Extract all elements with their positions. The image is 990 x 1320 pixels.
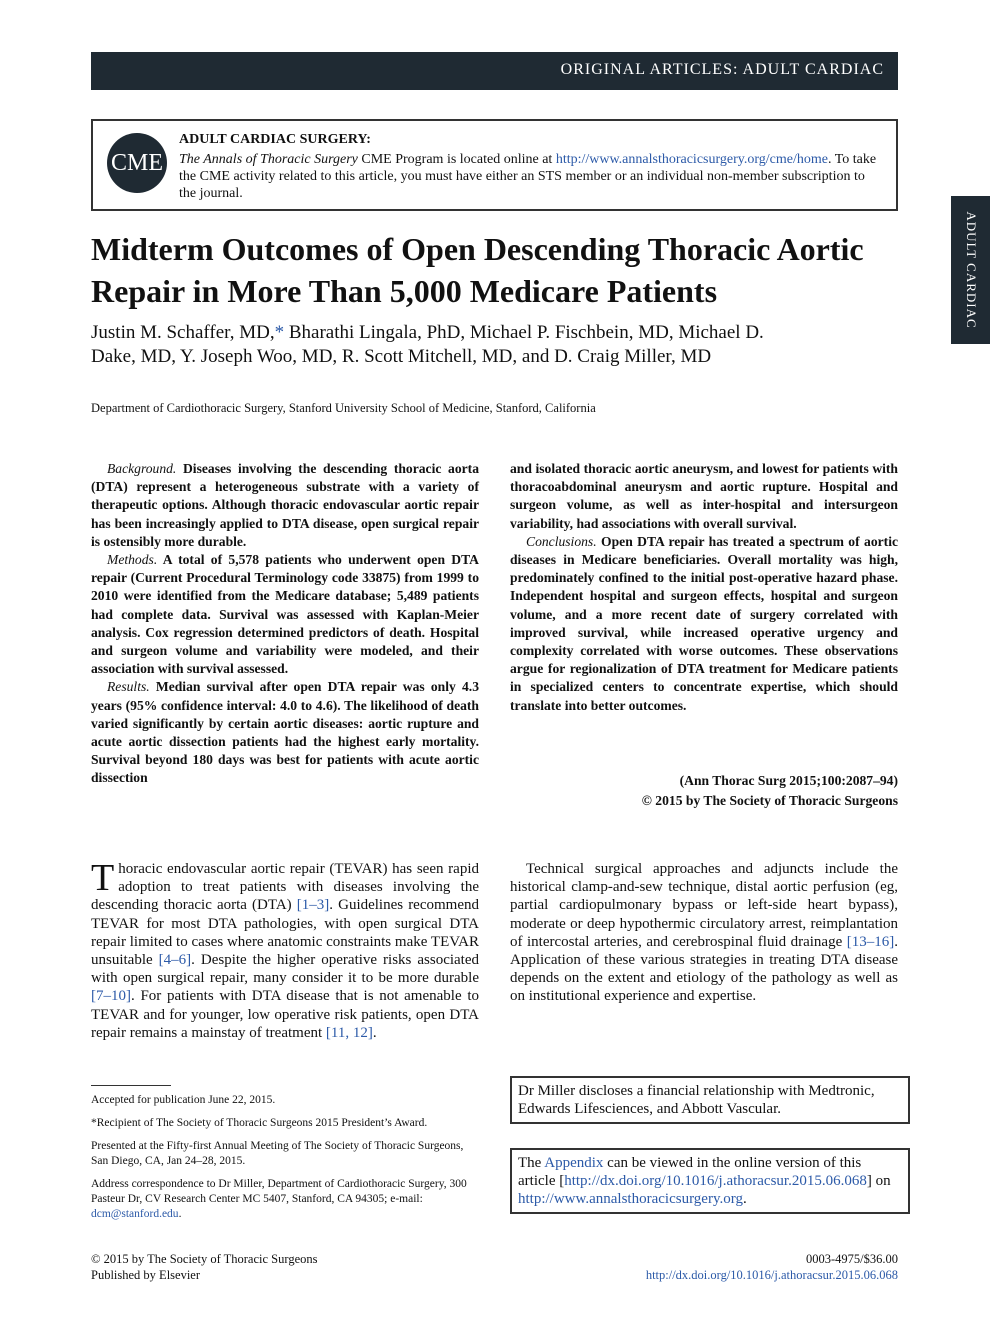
ref-link-5[interactable]: [13–16] bbox=[846, 933, 895, 950]
cme-box bbox=[91, 119, 898, 211]
footer-copyright: © 2015 by The Society of Thoracic Surgeons bbox=[91, 1252, 318, 1266]
cme-text-1: CME Program is located online at bbox=[357, 152, 556, 167]
appendix-text-1: The bbox=[518, 1155, 545, 1171]
results-text: Median survival after open DTA repair was only 4.3 years (95% confidence interval: 4.0 to 4.6). The likelihood of death varied significantly by certain aortic diseases: aortic rupture and acute aortic dissection patients had the highest early mortality. Survival beyond 180 days was best for patients with acute aortic dissection bbox=[91, 679, 479, 786]
footnotes bbox=[91, 1093, 479, 1230]
citation-block bbox=[510, 771, 898, 811]
footer-right bbox=[646, 1251, 898, 1283]
department: Department of Cardiothoracic Surgery, Stanford University School of Medicine, Stanford, California bbox=[91, 401, 596, 415]
address-end: . bbox=[178, 1208, 182, 1220]
other-authors: Bharathi Lingala, PhD, Michael P. Fischbein, MD, Michael D. Dake, MD, Y. Joseph Woo, MD, R. Scott Mitchell, MD, and D. Craig Miller, MD bbox=[91, 322, 764, 367]
p1-text-e: . bbox=[372, 1024, 377, 1041]
address-text: Address correspondence to Dr Miller, Department of Cardiothoracic Surgery, 300 Pasteur Dr, CV Research Center MC 5407, Stanford, CA 94305; e-mail: bbox=[91, 1178, 467, 1205]
cme-link[interactable]: http://www.annalsthoracicsurgery.org/cme/home bbox=[555, 152, 828, 167]
cme-logo-text: CME bbox=[110, 149, 163, 176]
appendix-text-2: can be viewed in the online version of this article [ bbox=[518, 1155, 862, 1189]
ref-link-1[interactable]: [1–3] bbox=[296, 897, 330, 914]
abstract-results-cont: and isolated thoracic aortic aneurysm, and lowest for patients with thoracoabdominal aneurysm and aortic rupture. Hospital and surgeon volume, as well as inter-hospital and intersurgeon variability, had associations with overall survival. bbox=[510, 461, 898, 531]
appendix-text-3: ] on bbox=[866, 1173, 891, 1189]
side-tab bbox=[951, 196, 990, 344]
p1-text-d: . For patients with DTA disease that is not amenable to TEVAR and for younger, low operative risk patients, open DTA repair remains a mainstay of treatment bbox=[91, 988, 479, 1041]
abstract-right-column bbox=[510, 460, 898, 715]
results-label: Results. bbox=[107, 679, 150, 695]
citation: (Ann Thorac Surg 2015;100:2087–94) bbox=[679, 773, 898, 788]
appendix-doi-link[interactable]: http://dx.doi.org/10.1016/j.athoracsur.2015.06.068 bbox=[564, 1173, 867, 1189]
first-author: Justin M. Schaffer, MD, bbox=[91, 322, 275, 343]
abstract-copyright: © 2015 by The Society of Thoracic Surgeons bbox=[641, 793, 898, 808]
author-footnote-link[interactable]: * bbox=[274, 322, 285, 343]
author-list bbox=[91, 321, 811, 369]
section-label: ORIGINAL ARTICLES: ADULT CARDIAC bbox=[560, 61, 884, 78]
cme-logo-icon bbox=[107, 133, 167, 193]
footnote-address bbox=[91, 1177, 479, 1222]
body-left-column bbox=[91, 857, 480, 1042]
side-tab-label: ADULT CARDIAC bbox=[963, 211, 979, 329]
methods-label: Methods. bbox=[107, 552, 158, 568]
abstract-results bbox=[91, 678, 479, 787]
ref-link-4[interactable]: [11, 12] bbox=[325, 1024, 373, 1041]
cme-heading: ADULT CARDIAC SURGERY: bbox=[179, 132, 371, 147]
cme-text bbox=[179, 151, 879, 202]
footnote-accepted: Accepted for publication June 22, 2015. bbox=[91, 1094, 276, 1106]
footnote-award: *Recipient of The Society of Thoracic Surgeons 2015 President’s Award. bbox=[91, 1117, 428, 1129]
drop-cap: T bbox=[91, 857, 115, 899]
section-header-bar bbox=[91, 52, 898, 90]
abstract-methods bbox=[91, 551, 479, 678]
disclosure-text: Dr Miller discloses a financial relationship with Medtronic, Edwards Lifesciences, and Abbott Vascular. bbox=[518, 1083, 875, 1117]
background-text: Diseases involving the descending thoracic aorta (DTA) represent a heterogeneous substrate with a variety of therapeutic options. Although thoracic endovascular aortic repair has been increasingly applied to DTA disease, open surgical repair is ostensibly more durable. bbox=[91, 461, 479, 549]
p1-text-b: . Guidelines recommend TEVAR for most DTA pathologies, with open surgical DTA repair limited to cases where anatomic constraints make TEVAR unsuitable bbox=[91, 897, 479, 969]
methods-text: A total of 5,578 patients who underwent open DTA repair (Current Procedural Terminology code 33875) from 1999 to 2010 were identified from the Medicare database; 5,489 patients had complete data. Survival was assessed with Kaplan-Meier analysis. Cox regression determined predictors of death. Hospital and surgeon volume and variability were modeled, and their association with survival assessed. bbox=[91, 552, 479, 677]
techniques-paragraph bbox=[510, 860, 898, 1006]
appendix-box bbox=[510, 1148, 910, 1214]
abstract-left-column bbox=[91, 460, 479, 788]
background-label: Background. bbox=[107, 461, 177, 476]
cme-text-2: . To take the CME activity related to this article, you must have either an STS member or an individual non-member subscription to the journal. bbox=[179, 152, 877, 201]
cme-journal: The Annals of Thoracic Surgery bbox=[179, 152, 358, 167]
disclosure-box bbox=[510, 1076, 910, 1124]
conclusions-text: Open DTA repair has treated a spectrum of aortic diseases in Medicare beneficiaries. Overall mortality was high, predominately confined to the initial post-operative hazard phase. Independent hospital and surgeon effects, hospital and surgeon volume, and a more recent date of surgery correlated with improved survival, while increased operative urgency and complexity correlated with worse outcomes. These observations argue for regionalization of DTA treatment for Medicare patients in specialized centers to concentrate expertise, which should translate into better outcomes. bbox=[510, 533, 898, 713]
footer-issn: 0003-4975/$36.00 bbox=[805, 1252, 898, 1266]
p2-text-a: Technical surgical approaches and adjuncts include the historical clamp-and-sew technique, distal aortic perfusion (eg, partial cardiopulmonary bypass or left-side heart bypass), moderate or deep hypothermic circulatory arrest, reimplantation of intercostal arteries, and cerebrospinal fluid drainage bbox=[510, 861, 898, 950]
abstract-background bbox=[91, 460, 479, 551]
appendix-link[interactable]: Appendix bbox=[544, 1155, 604, 1171]
ref-link-3[interactable]: [7–10] bbox=[91, 988, 131, 1005]
journal-site-link[interactable]: http://www.annalsthoracicsurgery.org bbox=[518, 1191, 743, 1207]
footnote-presented: Presented at the Fifty-first Annual Meeting of The Society of Thoracic Surgeons, San Diego, CA, Jan 24–28, 2015. bbox=[91, 1140, 464, 1167]
article-title: Midterm Outcomes of Open Descending Thoracic Aortic Repair in More Than 5,000 Medicare Patients bbox=[91, 231, 864, 309]
conclusions-label: Conclusions. bbox=[526, 533, 597, 549]
ref-link-2[interactable]: [4–6] bbox=[158, 952, 192, 969]
footer-publisher: Published by Elsevier bbox=[91, 1268, 201, 1282]
abstract-conclusions bbox=[510, 533, 898, 715]
footer-left bbox=[91, 1251, 317, 1283]
body-right-column bbox=[510, 860, 898, 1006]
footer-doi-link[interactable]: http://dx.doi.org/10.1016/j.athoracsur.2015.06.068 bbox=[645, 1268, 898, 1282]
intro-paragraph bbox=[91, 857, 480, 1042]
email-link[interactable]: dcm@stanford.edu bbox=[91, 1208, 179, 1220]
p1-text-a: horacic endovascular aortic repair (TEVAR) has seen rapid adoption to treat patients with diseases involving the descending thoracic aorta (DTA) bbox=[91, 861, 479, 914]
p1-text-c: . Despite the higher operative risks associated with open surgical repair, many consider it to be more durable bbox=[91, 952, 480, 987]
footnote-divider bbox=[91, 1085, 171, 1086]
p2-text-b: . Application of these various strategies in treating DTA disease depends on the extent and etiology of the pathology as well as on institutional experience and expertise. bbox=[510, 933, 898, 1005]
appendix-text-4: . bbox=[742, 1191, 747, 1207]
